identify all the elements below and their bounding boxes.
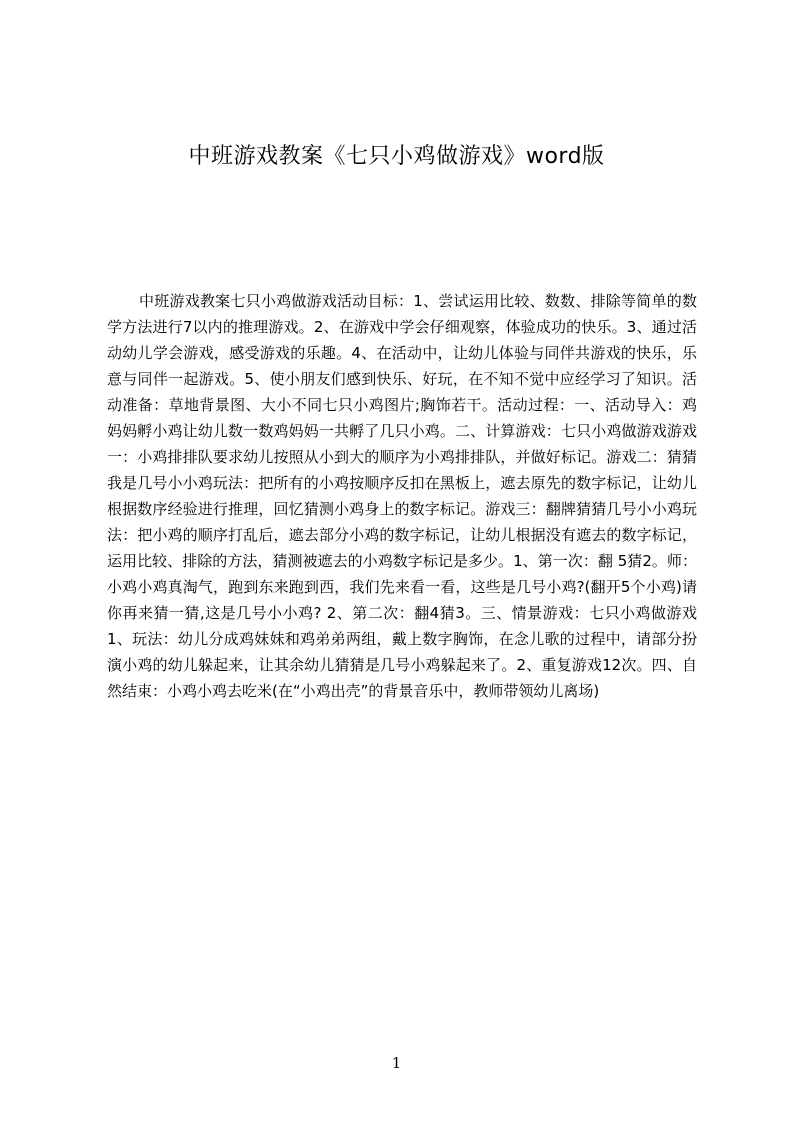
page-number: 1 <box>391 1054 402 1072</box>
document-body-paragraph: 中班游戏教案七只小鸡做游戏活动目标：1、尝试运用比较、数数、排除等简单的数学方法进行7以内的推理游戏。2、在游戏中学会仔细观察，体验成功的快乐。3、通过活动幼儿学会游戏，感受游戏的乐趣。4、在活动中，让幼儿体验与同伴共游戏的快乐，乐意与同伴一起游戏。5、使小朋友们感到快乐、好玩，在不知不觉中应经学习了知识。活动准备：草地背景图、大小不同七只小鸡图片;胸饰若干。活动过程：一、活动导入：鸡妈妈孵小鸡让幼儿数一数鸡妈妈一共孵了几只小鸡。二、计算游戏：七只小鸡做游戏游戏一：小鸡排排队要求幼儿按照从小到大的顺序为小鸡排排队，并做好标记。游戏二：猜猜我是几号小小鸡玩法：把所有的小鸡按顺序反扣在黑板上，遮去原先的数字标记，让幼儿根据数序经验进行推理，回忆猜测小鸡身上的数字标记。游戏三：翻牌猜猜几号小小鸡玩法：把小鸡的顺序打乱后，遮去部分小鸡的数字标记，让幼儿根据没有遮去的数字标记，运用比较、排除的方法，猜测被遮去的小鸡数字标记是多少。1、第一次：翻 5猜2。师：小鸡小鸡真淘气，跑到东来跑到西，我们先来看一看，这些是几号小鸡?(翻开5个小鸡)请你再来猜一猜,这是几号小小鸡? 2、第二次：翻4猜3。三、情景游戏：七只小鸡做游戏1、玩法：幼儿分成鸡妹妹和鸡弟弟两组，戴上数字胸饰，在念儿歌的过程中，请部分扮演小鸡的幼儿躲起来，让其余幼儿猜猜是几号小鸡躲起来了。2、重复游戏12次。四、自然结束：小鸡小鸡去吃米(在“小鸡出壳”的背景音乐中，教师带领幼儿离场) <box>107 292 697 700</box>
document-title: 中班游戏教案《七只小鸡做游戏》word版 <box>188 144 605 169</box>
